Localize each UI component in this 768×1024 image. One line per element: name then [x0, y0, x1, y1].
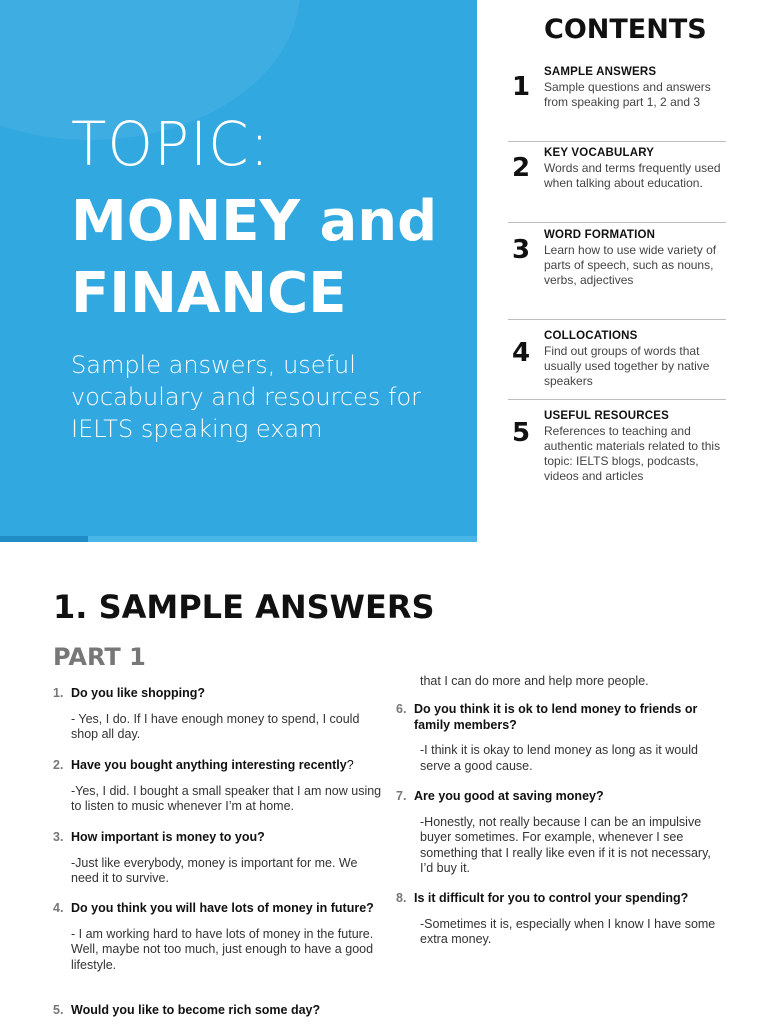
question [53, 830, 383, 846]
question-block-6 [396, 702, 726, 774]
toc-heading: KEY VOCABULARY [544, 147, 655, 159]
toc-item-collocations[interactable] [508, 330, 726, 400]
toc-text [544, 66, 726, 110]
question-block-1 [53, 686, 383, 743]
question-number: 7. [396, 789, 407, 803]
question-number: 5. [53, 1003, 64, 1017]
toc-item-useful-resources[interactable] [508, 410, 726, 490]
toc-divider [508, 399, 726, 400]
question-text: Do you like shopping? [71, 686, 206, 700]
toc-item-key-vocabulary[interactable] [508, 147, 726, 217]
question [396, 702, 726, 733]
part-title: PART 1 [53, 643, 146, 671]
toc-number: 1 [512, 72, 531, 102]
toc-text [544, 410, 726, 484]
question-block-4 [53, 901, 383, 973]
toc-number: 5 [512, 418, 531, 448]
question [53, 901, 383, 917]
toc-text [544, 229, 726, 288]
toc-description: Find out groups of words that usually used together by native speakers [544, 344, 710, 388]
toc-description: Learn how to use wide variety of parts of speech, such as nouns, verbs, adjectives [544, 243, 717, 287]
question-block-5 [53, 1003, 383, 1019]
toc-heading: USEFUL RESOURCES [544, 410, 670, 422]
question-number: 4. [53, 901, 64, 915]
toc-item-sample-answers[interactable] [508, 66, 726, 136]
question-block-7 [396, 789, 726, 877]
toc-divider [508, 141, 726, 142]
toc-text [544, 330, 726, 389]
answer: -Sometimes it is, especially when I know I have some extra money. [420, 916, 716, 946]
question [53, 758, 383, 774]
toc-number: 2 [512, 153, 531, 183]
answer: -I think it is okay to lend money as long as it would serve a good cause. [420, 743, 698, 773]
toc-heading: COLLOCATIONS [544, 330, 638, 342]
question-tail: ? [346, 758, 354, 772]
hero-title-line2: FINANCE [71, 261, 347, 326]
toc-item-word-formation[interactable] [508, 229, 726, 309]
hero-title-line1: MONEY and [71, 189, 438, 254]
question-number: 8. [396, 891, 407, 905]
question-number: 1. [53, 686, 64, 700]
hero-stripe [0, 536, 88, 542]
toc-heading: SAMPLE ANSWERS [544, 66, 657, 78]
answer-continued [396, 674, 726, 690]
answer: -Just like everybody, money is important for me. We need it to survive. [71, 855, 358, 885]
question [396, 891, 726, 907]
section-title: 1. SAMPLE ANSWERS [53, 588, 435, 626]
hero-banner [0, 0, 477, 542]
toc-divider [508, 222, 726, 223]
answer: that I can do more and help more people. [420, 674, 649, 688]
answer: -Yes, I did. I bought a small speaker that I am now using to listen to music whenever I’m at home. [71, 783, 382, 813]
question-text: Are you good at saving money? [414, 789, 604, 803]
answer: - Yes, I do. If I have enough money to spend, I could shop all day. [71, 711, 360, 741]
question-number: 6. [396, 702, 407, 716]
hero-title [71, 186, 471, 330]
question [53, 686, 383, 702]
question-text: Is it difficult for you to control your spending? [414, 891, 689, 905]
answer: - I am working hard to have lots of money in the future. Well, maybe not too much, just enough to have a good lifestyle. [71, 926, 374, 972]
toc-number: 3 [512, 235, 531, 265]
hero-topic-label: TOPIC: [71, 108, 271, 180]
contents-title: CONTENTS [544, 14, 707, 45]
question-number: 3. [53, 830, 64, 844]
question-text: Have you bought anything interesting recently [71, 758, 347, 772]
question [396, 789, 726, 805]
answer: -Honestly, not really because I can be an impulsive buyer sometimes. For example, whenever I see something that I really like even if it is not necessary, I’d buy it. [420, 814, 711, 875]
toc-heading: WORD FORMATION [544, 229, 656, 241]
question-block-3 [53, 830, 383, 887]
toc-text [544, 147, 726, 191]
toc-divider [508, 319, 726, 320]
question-text: Do you think it is ok to lend money to friends or family members? [414, 702, 698, 732]
question-number: 2. [53, 758, 64, 772]
question-text: Would you like to become rich some day? [71, 1003, 321, 1017]
toc-description: Words and terms frequently used when talking about education. [544, 161, 721, 190]
toc-description: Sample questions and answers from speaking part 1, 2 and 3 [544, 80, 711, 109]
hero-stripe-light [88, 536, 477, 542]
question-text: Do you think you will have lots of money in future? [71, 901, 374, 915]
question-block-8 [396, 891, 726, 948]
question [53, 1003, 383, 1019]
question-block-2 [53, 758, 383, 815]
toc-number: 4 [512, 338, 531, 368]
toc-description: References to teaching and authentic materials related to this topic: IELTS blogs, podcasts, videos and articles [544, 424, 721, 483]
hero-subtitle: Sample answers, useful vocabulary and resources for IELTS speaking exam [71, 351, 422, 443]
question-text: How important is money to you? [71, 830, 265, 844]
